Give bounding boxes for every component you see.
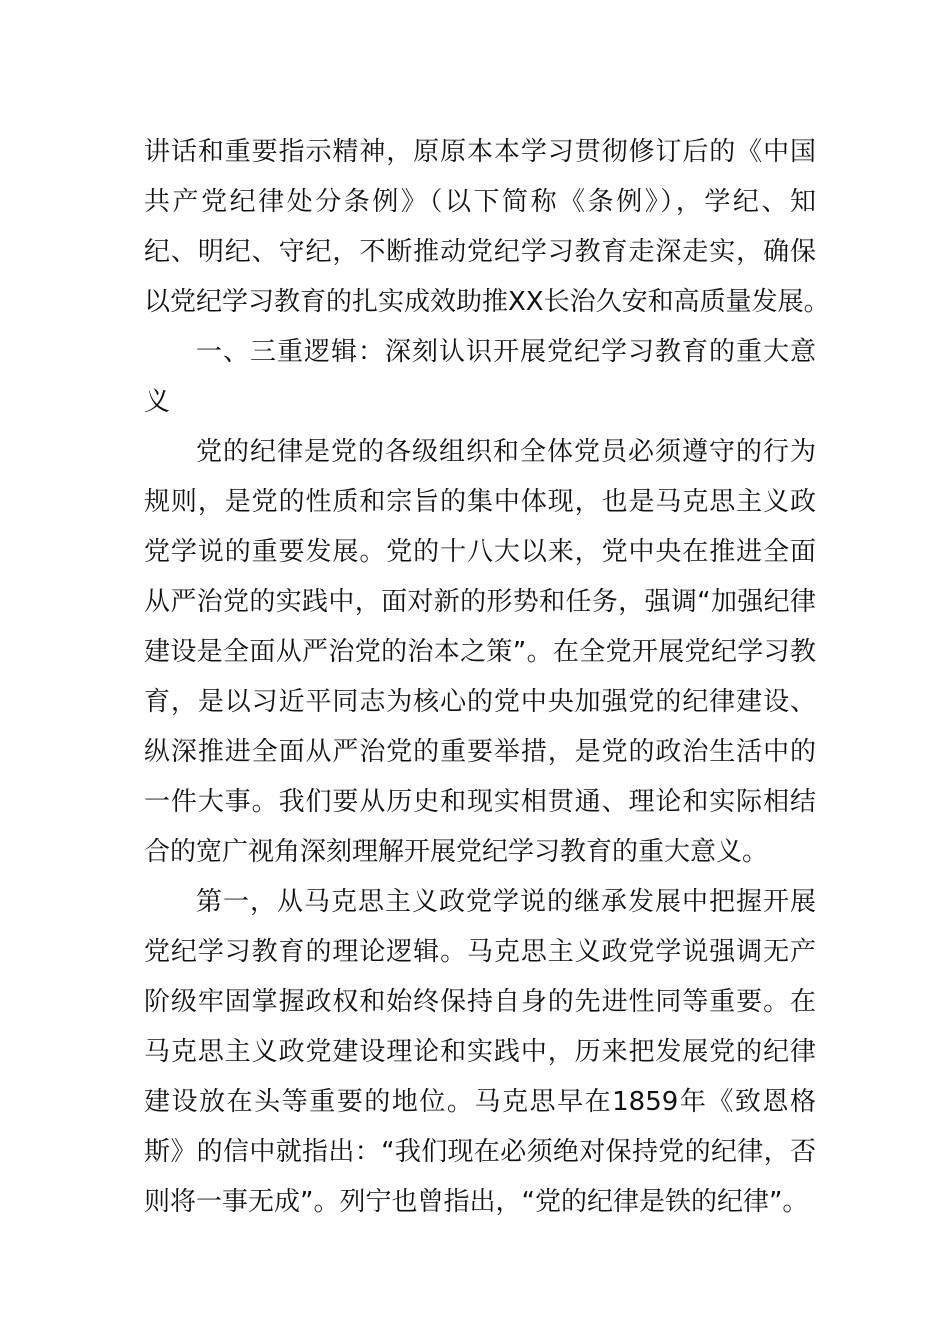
text-line: 建设放在头等重要的地位。马克思早在1859年《致恩格	[144, 1087, 816, 1117]
text-line: 党学说的重要发展。党的十八大以来，党中央在推进全面	[144, 537, 816, 567]
text-line: 马克思主义政党建设理论和实践中，历来把发展党的纪律	[144, 1037, 816, 1067]
text-line: 以党纪学习教育的扎实成效助推XX长治久安和高质量发展。	[144, 287, 830, 317]
text-line: 育，是以习近平同志为核心的党中央加强党的纪律建设、	[144, 687, 816, 717]
document-body	[144, 127, 830, 1227]
text-line: 共产党纪律处分条例》（以下简称《条例》），学纪、知	[144, 187, 816, 217]
intro-paragraph	[144, 127, 830, 327]
text-line: 阶级牢固掌握政权和始终保持自身的先进性同等重要。在	[144, 987, 816, 1017]
text-line: 则将一事无成”。列宁也曾指出，“党的纪律是铁的纪律”。	[144, 1187, 809, 1217]
text-line: 纪、明纪、守纪，不断推动党纪学习教育走深走实，确保	[144, 237, 816, 267]
text-line: 一件大事。我们要从历史和现实相贯通、理论和实际相结	[144, 787, 816, 817]
text-line: 建设是全面从严治党的治本之策”。在全党开展党纪学习教	[144, 637, 816, 667]
text-line: 党的纪律是党的各级组织和全体党员必须遵守的行为	[196, 437, 816, 467]
text-line: 讲话和重要指示精神，原原本本学习贯彻修订后的《中国	[144, 137, 816, 167]
text-line: 规则，是党的性质和宗旨的集中体现，也是马克思主义政	[144, 487, 816, 517]
text-line: 党纪学习教育的理论逻辑。马克思主义政党学说强调无产	[144, 937, 816, 967]
text-line: 纵深推进全面从严治党的重要举措，是党的政治生活中的	[144, 737, 816, 767]
section-heading	[144, 327, 816, 427]
text-line: 第一，从马克思主义政党学说的继承发展中把握开展	[196, 887, 816, 917]
body-paragraph-first	[144, 877, 816, 1227]
text-line: 义	[144, 387, 171, 417]
text-line: 合的宽广视角深刻理解开展党纪学习教育的重大意义。	[144, 837, 769, 867]
body-paragraph-discipline	[144, 427, 816, 877]
text-line: 一、三重逻辑：深刻认识开展党纪学习教育的重大意	[196, 337, 816, 367]
text-line: 斯》的信中就指出：“我们现在必须绝对保持党的纪律，否	[144, 1137, 816, 1167]
text-line: 从严治党的实践中，面对新的形势和任务，强调“加强纪律	[144, 587, 816, 617]
